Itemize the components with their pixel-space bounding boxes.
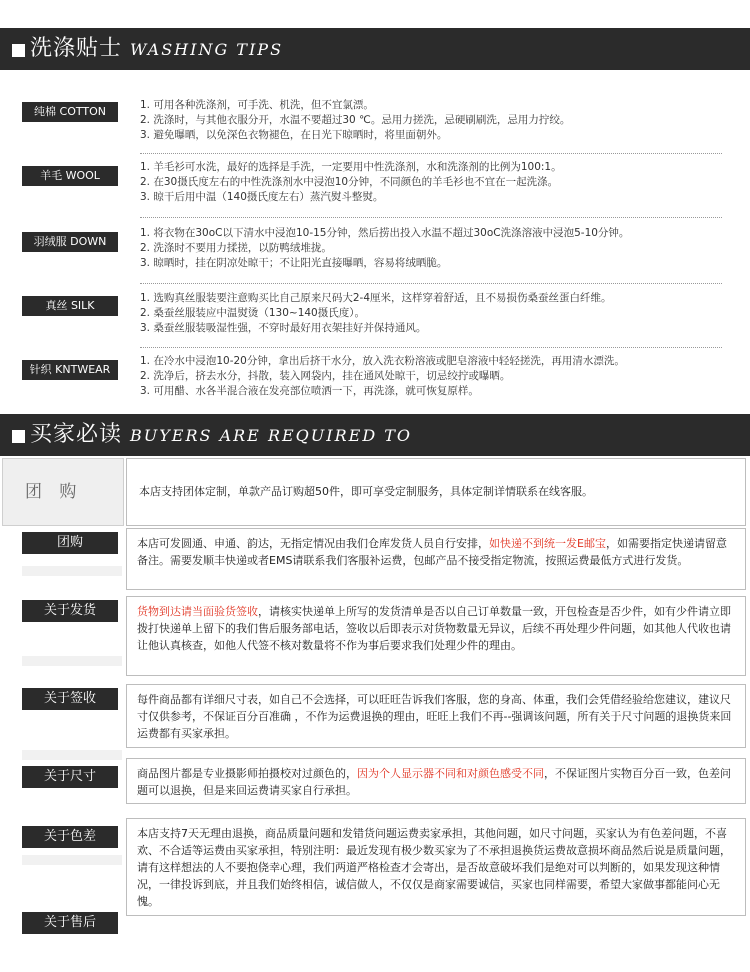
wash-line: 1. 在冷水中浸泡10-20分钟，拿出后挤干水分，放入洗衣粉溶液或肥皂溶液中轻轻搓洗，再用清水漂洗。 [140,355,625,367]
text-part: ，请核实快递单上所写的发货清单是否以自己订单数量一致，开包检查是否少件，如有少件请立即拨打快递单上留下的我们售后服务部电话，签收以后即表示对货物数量无异议，后续不再处理少件问题，如其他人代收也请让他认真核查，如他人代签不核对数量将不作为事后要求我们处理少件的理由。 [137,605,731,652]
faint-strip [22,750,122,760]
wash-label-knitwear: 针织 KNTWEAR [22,360,118,380]
wash-line: 3. 可用醋、水各半混合液在发亮部位喷洒一下，再洗涤，就可恢复原样。 [140,385,479,397]
buyers-title-cn: 买家必读 [30,422,123,447]
text-size [126,684,746,748]
wash-line: 3. 桑蚕丝服装吸湿性强，不穿时最好用衣架挂好并保持通风。 [140,322,427,334]
wash-lines-cotton [140,98,730,143]
wash-lines-silk [140,291,730,336]
group-cell: 团 购 [2,458,124,526]
label-receiving: 关于签收 [22,688,118,710]
buyers-title-en: BUYERS ARE REQUIRED TO [130,426,413,445]
text-receiving [126,596,746,676]
wash-line: 3. 避免曝晒，以免深色衣物褪色，在日光下晾晒时，将里面朝外。 [140,129,448,141]
text-part: 每件商品都有详细尺寸表，如自己不会选择，可以旺旺告诉我们客服，您的身高、体重，我们会凭借经验给您建议，建议尺寸仅供参考，不保证百分百准确 ，不作为运费退换的理由，旺旺上我们不再--强调该问题，所有关于尺寸问题的退换货来回运费都有买家承担。 [137,693,732,740]
faint-strip [22,656,122,666]
washing-tips-header [0,28,750,70]
label-group-buy: 团购 [22,532,118,554]
label-size: 关于尺寸 [22,766,118,788]
text-highlight: 因为个人显示器不同和对颜色感受不同 [357,767,544,780]
label-shipping: 关于发货 [22,600,118,622]
faint-strip [22,855,122,865]
divider [140,283,722,284]
wash-line: 1. 选购真丝服装要注意购买比自己原来尺码大2-4厘米，这样穿着舒适，且不易损伤桑蚕丝蛋白纤维。 [140,292,612,304]
text-part: 商品图片都是专业摄影师拍摄校对过颜色的， [137,767,357,780]
text-highlight: 如快递不到统一发E邮宝 [489,537,606,550]
wash-label-cotton: 纯棉 COTTON [22,102,118,122]
wash-line: 1. 羊毛衫可水洗，最好的选择是手洗，一定要用中性洗涤剂，水和洗涤剂的比例为100:1。 [140,161,562,173]
wash-label-wool: 羊毛 WOOL [22,166,118,186]
text-shipping [126,528,746,590]
wash-line: 2. 桑蚕丝服装应中温熨烫（130~140摄氏度）。 [140,307,365,319]
wash-line: 2. 在30摄氏度左右的中性洗涤剂水中浸泡10分钟，不同颜色的羊毛衫也不宜在一起洗涤。 [140,176,559,188]
text-highlight: 货物到达请当面验货签收 [137,605,258,618]
header-square-icon [12,44,25,57]
wash-lines-wool [140,160,730,205]
label-after-sales: 关于售后 [22,912,118,934]
buyers-header [0,414,750,456]
divider [140,153,722,154]
wash-line: 3. 晾干后用中温（140摄氏度左右）蒸汽熨斗整熨。 [140,191,384,203]
divider [140,217,722,218]
label-color: 关于色差 [22,826,118,848]
text-part: 本店支持7天无理由退换，商品质量问题和发错货问题运费卖家承担，其他问题，如尺寸问题，买家认为有色差问题，不喜欢、不合适等运费由买家承担，特别注明：最近发现有极少数买家为了不承担退换货运费故意损坏商品然后说是质量问题，请有这样想法的人不要抱侥幸心理，我们两道严格检查才会寄出，是否故意破坏我们是绝对可以判断的，如果发现这种情况，一律投诉到底，并且我们始终相信，诚信做人，不仅仅是商家需要诚信，买家也同样需要，希望大家做事都能问心无愧。 [137,827,731,908]
text-part: 本店可发圆通、申通、韵达，无指定情况由我们仓库发货人员自行安排， [137,537,489,550]
washing-title-cn: 洗涤贴士 [30,36,123,61]
faint-strip [22,566,122,576]
wash-line: 2. 洗净后，挤去水分，抖散，装入网袋内，挂在通风处晾干，切忌绞拧或曝晒。 [140,370,511,382]
text-part: ，如需要指定快递请留意备注。需要发顺丰快递或者EMS请联系我们客服补运费，包邮产品不接受指定物流，按照运费最低方式进行发货。 [137,537,727,567]
washing-title-en: WASHING TIPS [130,40,284,59]
text-color [126,758,746,804]
divider [140,347,722,348]
group-text: 本店支持团体定制，单款产品订购超50件，即可享受定制服务，具体定制详情联系在线客服。 [126,458,746,526]
wash-line: 1. 将衣物在30oC以下清水中浸泡10-15分钟，然后捞出投入水温不超过30oC洗涤溶液中浸泡5-10分钟。 [140,227,630,239]
wash-line: 1. 可用各种洗涤剂，可手洗、机洗，但不宜氯漂。 [140,99,374,111]
wash-label-down: 羽绒服 DOWN [22,232,118,252]
text-after-sales [126,818,746,916]
wash-line: 3. 晾晒时，挂在阴凉处晾干；不让阳光直接曝晒，容易将绒晒脆。 [140,257,448,269]
wash-lines-knitwear [140,354,730,399]
wash-label-silk: 真丝 SILK [22,296,118,316]
wash-line: 2. 洗涤时不要用力揉搓，以防鸭绒堆拢。 [140,242,332,254]
header-square-icon [12,430,25,443]
wash-line: 2. 洗涤时，与其他衣服分开，水温不要超过30 ℃。忌用力搓洗，忌硬刷刷洗，忌用力拧绞。 [140,114,571,126]
text-part: ，不保证图片实物百分百一致，色差问题可以退换，但是来回运费请买家自行承担。 [137,767,731,797]
wash-lines-down [140,226,730,271]
